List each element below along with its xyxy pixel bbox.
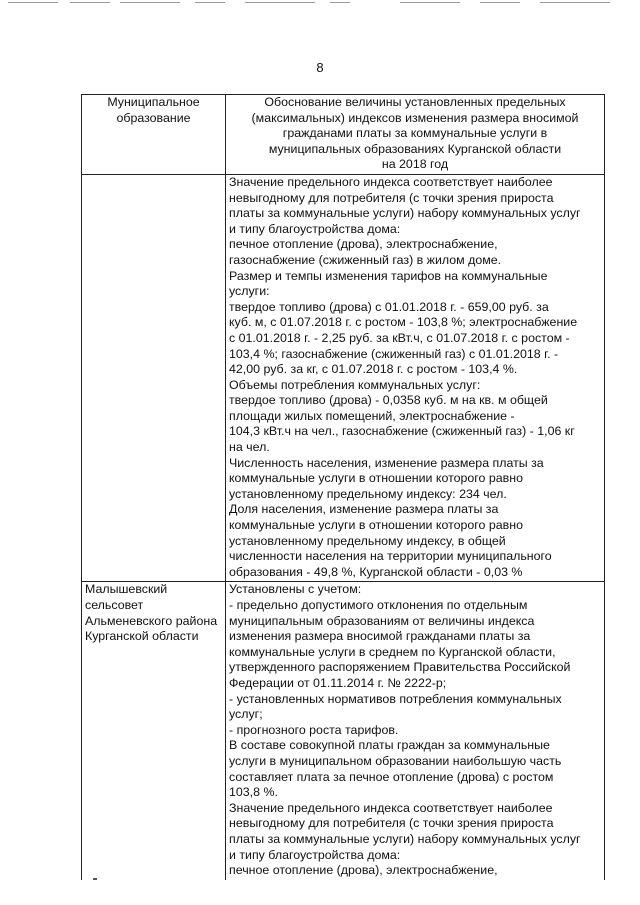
text-line: муниципальных образованиях Курганской области	[268, 141, 562, 156]
text-line: Численность населения, изменение размера платы за	[229, 455, 544, 470]
text-line: невыгодному для потребителя (с точки зрения прироста	[229, 190, 554, 205]
text-line: 42,00 руб. за кг, с 01.07.2018 г. с ростом - 103,4 %.	[229, 362, 518, 377]
text-line: услуги:	[229, 284, 270, 299]
text-line: установленному предельному индексу: 234 чел.	[229, 486, 507, 501]
text-line: образования - 49,8 %, Курганской области - 0,03 %	[229, 564, 523, 579]
text-line: 103,4 %; газоснабжение (сжиженный газ) с 01.01.2018 г. -	[229, 346, 559, 361]
text-line: Альменевского района	[85, 613, 218, 628]
page-number: 8	[316, 60, 324, 75]
justification-cell	[226, 582, 605, 880]
table-row	[82, 174, 605, 581]
text-line: Курганской области	[85, 629, 199, 644]
text-line: Размер и темпы изменения тарифов на коммунальные	[229, 268, 548, 283]
text-line: В составе совокупной платы граждан за коммунальные	[229, 738, 550, 753]
text-line: Малышевский	[85, 582, 168, 597]
municipality-cell	[82, 582, 226, 880]
scan-edge-marks	[0, 2, 640, 6]
text-line: - прогнозного роста тарифов.	[229, 722, 399, 737]
text-line: установленному предельному индексу, в общей	[229, 533, 506, 548]
text-line: куб. м, с 01.07.2018 г. с ростом - 103,8 %; электроснабжение	[229, 315, 578, 330]
text-line: Обоснование величины установленных предельных	[264, 95, 566, 109]
text-line: сельсовет	[85, 598, 144, 612]
text-line: изменения размера вносимой гражданами платы за	[229, 629, 531, 644]
municipality-cell	[82, 174, 226, 581]
header-municipality	[82, 95, 226, 175]
text-line: услуги в муниципальном образовании наибольшую часть	[229, 753, 562, 768]
text-line: муниципальным образованиям от величины индекса	[229, 613, 535, 628]
table-header-row	[82, 95, 605, 175]
text-line: твердое топливо (дрова) с 01.01.2018 г. - 659,00 руб. за	[229, 299, 549, 314]
text-line: Объемы потребления коммунальных услуг:	[229, 377, 481, 392]
text-line: и типу благоустройства дома:	[229, 221, 401, 236]
text-line: газоснабжение (сжиженный газ) в жилом доме.	[229, 252, 502, 267]
text-line: коммунальные услуги в отношении которого равно	[229, 471, 523, 486]
text-line: образование	[116, 110, 191, 125]
text-line: платы за коммунальные услуги) набору коммунальных услуг	[229, 831, 581, 846]
text-line: на чел.	[229, 440, 270, 455]
text-line: площади жилых помещений, электроснабжение -	[229, 408, 515, 423]
table-row	[82, 582, 605, 880]
text-line: и типу благоустройства дома:	[229, 847, 401, 862]
text-line: утвержденного распоряжением Правительства Российской	[229, 660, 571, 675]
scan-speck	[93, 878, 97, 880]
text-line: Установлены с учетом:	[229, 582, 362, 597]
text-line: Значение предельного индекса соответствует наиболее	[229, 800, 553, 815]
text-line: коммунальные услуги в отношении которого равно	[229, 518, 523, 533]
text-line: Доля населения, изменение размера платы за	[229, 502, 499, 517]
text-line: Федерации от 01.11.2014 г. № 2222-р;	[229, 675, 447, 690]
text-line: - установленных нормативов потребления коммунальных	[229, 691, 562, 706]
text-line: платы за коммунальные услуги) набору коммунальных услуг	[229, 206, 581, 221]
text-line: печное отопление (дрова), электроснабжение,	[229, 863, 498, 878]
text-line: - предельно допустимого отклонения по отдельным	[229, 598, 528, 612]
text-line: печное отопление (дрова), электроснабжение,	[229, 237, 498, 252]
text-line: коммунальные услуги в среднем по Курганской области,	[229, 644, 556, 659]
text-line: Значение предельного индекса соответствует наиболее	[229, 174, 553, 189]
text-line: составляет плата за печное отопление (дрова) с ростом	[229, 769, 554, 784]
justification-cell	[226, 174, 605, 581]
text-line: Муниципальное	[107, 95, 200, 109]
justification-table	[81, 94, 605, 880]
text-line: (максимальных) индексов изменения размера вносимой	[251, 110, 579, 125]
text-line: твердое топливо (дрова) - 0,0358 куб. м на кв. м общей	[229, 393, 548, 408]
text-line: 104,3 кВт.ч на чел., газоснабжение (сжиженный газ) - 1,06 кг	[229, 424, 575, 439]
text-line: на 2018 год	[381, 157, 449, 172]
text-line: невыгодному для потребителя (с точки зрения прироста	[229, 816, 554, 831]
text-line: услуг;	[229, 707, 263, 722]
text-line: численности населения на территории муниципального	[229, 549, 552, 564]
text-line: 103,8 %.	[229, 785, 278, 800]
header-justification	[226, 95, 605, 175]
text-line: гражданами платы за коммунальные услуги в	[282, 126, 548, 141]
text-line: с 01.01.2018 г. - 2,25 руб. за кВт.ч, с 01.07.2018 г. с ростом -	[229, 330, 570, 345]
